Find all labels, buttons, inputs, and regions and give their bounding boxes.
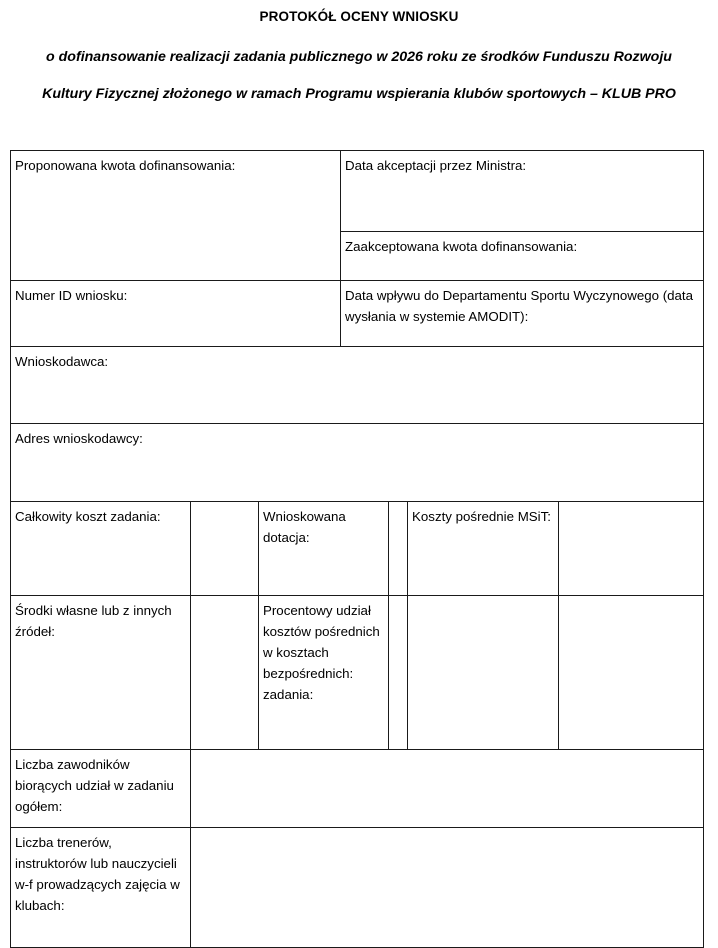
koszty-posrednie-text: Koszty pośrednie MSiT: bbox=[412, 509, 551, 524]
table-row bbox=[11, 151, 704, 232]
zaakceptowana-kwota-text: Zaakceptowana kwota dofinansowania: bbox=[345, 239, 578, 254]
cell-srodki-wlasne-value[interactable] bbox=[191, 596, 259, 750]
cell-procentowy-udzial-value[interactable] bbox=[389, 596, 408, 750]
cell-proponowana-kwota-label bbox=[11, 151, 341, 281]
cell-liczba-trenerow-value[interactable] bbox=[191, 828, 704, 948]
calkowity-koszt-text: Całkowity koszt zadania: bbox=[15, 509, 161, 524]
cell-wnioskodawca-label bbox=[11, 347, 704, 424]
wnioskowana-dotacja-text: Wnioskowana dotacja: bbox=[263, 509, 346, 545]
adres-wnioskodawcy-text: Adres wnioskodawcy: bbox=[15, 431, 143, 446]
numer-id-text: Numer ID wniosku: bbox=[15, 288, 128, 303]
document-title-block bbox=[0, 0, 718, 113]
cell-liczba-zawodnikow-value[interactable] bbox=[191, 750, 704, 828]
page-title: PROTOKÓŁ OCENY WNIOSKU bbox=[259, 9, 459, 24]
table-row bbox=[11, 347, 704, 424]
cell-koszty-posrednie-label bbox=[408, 502, 559, 596]
data-wplywu-text: Data wpływu do Departamentu Sportu Wyczynowego (data wysłania w systemie AMODIT): bbox=[345, 288, 694, 324]
table-row bbox=[11, 596, 704, 750]
application-evaluation-table bbox=[10, 150, 704, 948]
table-row bbox=[11, 502, 704, 596]
cell-procentowy-udzial-extra-1[interactable] bbox=[408, 596, 559, 750]
cell-procentowy-udzial-label bbox=[259, 596, 389, 750]
page-subtitle-line-1: o dofinansowanie realizacji zadania publicznego w 2026 roku ze środków Funduszu Rozwoju bbox=[46, 49, 672, 65]
liczba-zawodnikow-text: Liczba zawodników biorących udział w zadaniu ogółem: bbox=[15, 757, 174, 814]
cell-wnioskowana-dotacja-value[interactable] bbox=[389, 502, 408, 596]
proponowana-kwota-text: Proponowana kwota dofinansowania: bbox=[15, 158, 236, 173]
wnioskodawca-text: Wnioskodawca: bbox=[15, 354, 109, 369]
cell-liczba-zawodnikow-label bbox=[11, 750, 191, 828]
cell-procentowy-udzial-extra-2[interactable] bbox=[559, 596, 704, 750]
procentowy-udzial-text: Procentowy udział kosztów pośrednich w kosztach bezpośrednich: zadania: bbox=[263, 603, 380, 702]
cell-adres-wnioskodawcy-label bbox=[11, 424, 704, 502]
liczba-trenerow-text: Liczba trenerów, instruktorów lub nauczycieli w-f prowadzących zajęcia w klubach: bbox=[15, 835, 180, 913]
cell-calkowity-koszt-value[interactable] bbox=[191, 502, 259, 596]
cell-numer-id-label bbox=[11, 281, 341, 347]
table-row bbox=[11, 750, 704, 828]
table-row bbox=[11, 281, 704, 347]
table-row bbox=[11, 828, 704, 948]
cell-zaakceptowana-kwota-label bbox=[341, 232, 704, 281]
cell-liczba-trenerow-label bbox=[11, 828, 191, 948]
cell-wnioskowana-dotacja-label bbox=[259, 502, 389, 596]
data-akceptacji-text: Data akceptacji przez Ministra: bbox=[345, 158, 527, 173]
srodki-wlasne-text: Środki własne lub z innych źródeł: bbox=[15, 603, 172, 639]
cell-data-wplywu-label bbox=[341, 281, 704, 347]
cell-calkowity-koszt-label bbox=[11, 502, 191, 596]
page-subtitle-line-2: Kultury Fizycznej złożonego w ramach Programu wspierania klubów sportowych – KLUB PRO bbox=[42, 86, 676, 102]
cell-koszty-posrednie-value[interactable] bbox=[559, 502, 704, 596]
table-row bbox=[11, 424, 704, 502]
cell-srodki-wlasne-label bbox=[11, 596, 191, 750]
cell-data-akceptacji-label bbox=[341, 151, 704, 232]
